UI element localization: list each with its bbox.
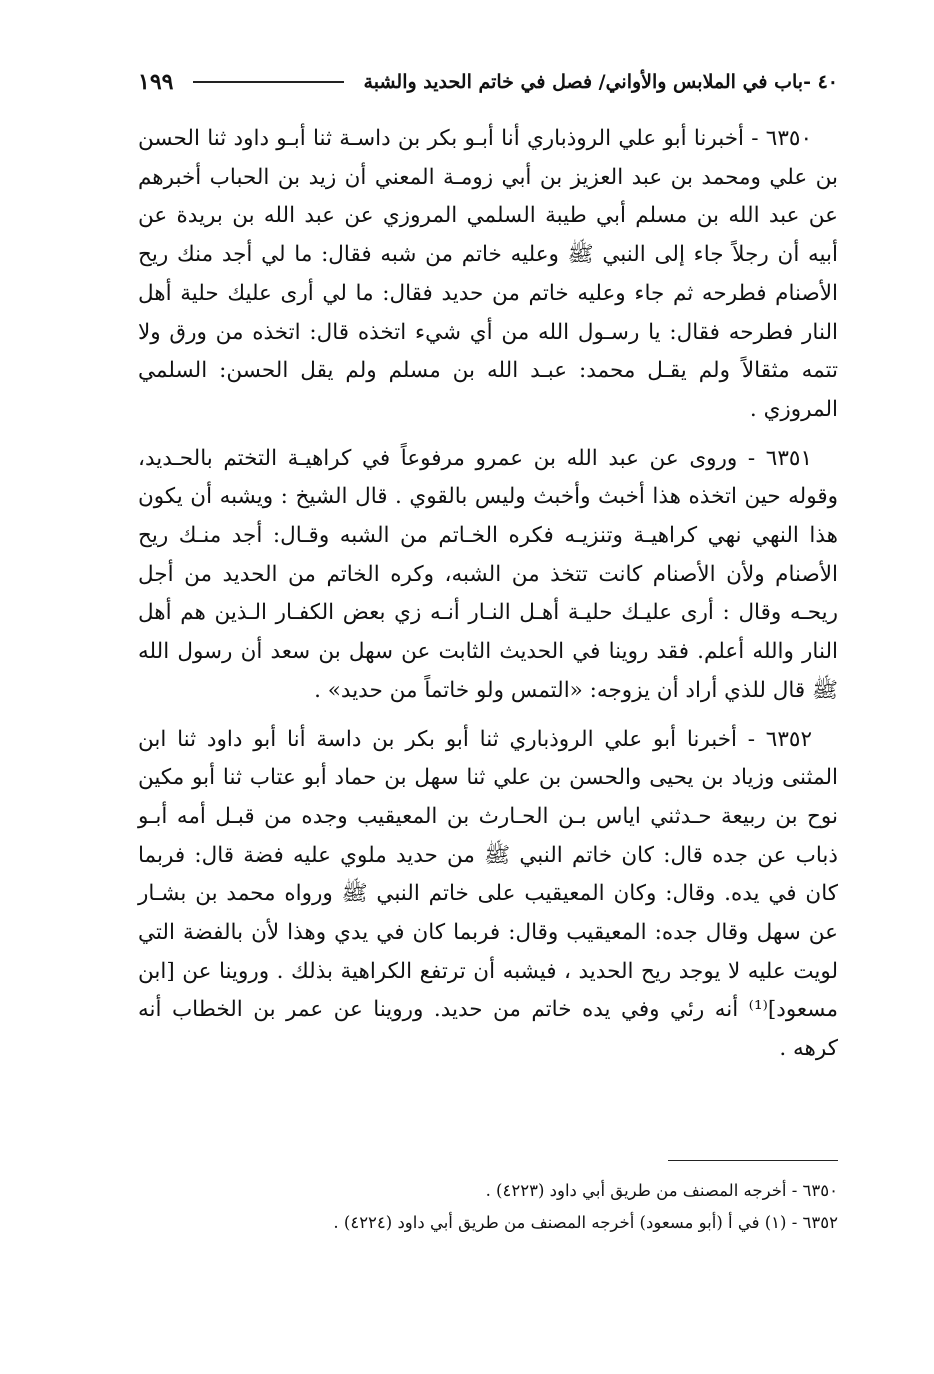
header-title: ٤٠ -باب في الملابس والأواني/ فصل في خاتم الحديد والشبة	[363, 71, 838, 93]
hadith-6351: ٦٣٥١ - وروى عن عبد الله بن عمرو مرفوعاً في كراهيـة التختم بالحـديد، وقوله حين اتخذه هذا أخبث وأخبث وليس بالقوي . قال الشيخ : ويشبه أن يكون هذا النهي نهي كراهيـة وتنزيـه فكره الخـاتم من الشبه وقـال: أجد منـك ريح الأصنام ولأن الأصنام كانت تتخذ من الشبه، وكره الخاتم من الحديد من أجل ريحـه وقال : أرى عليـك حليـة أهـل النـار أنـه زي بعض الكفـار الـذين هم أهل النار والله أعلم. فقد روينا في الحديث الثابت عن سهل بن سعد أن رسول الله ﷺ قال للذي أراد أن يزوجه: «التمس ولو خاتماً من حديد» .	[138, 445, 838, 703]
footnote-6350: ٦٣٥٠ - أخرجه المصنف من طريق أبي داود (٤٢٢٣) .	[485, 1181, 838, 1200]
hadith-6350: ٦٣٥٠ - أخبرنا أبو علي الروذباري أنا أبـو بكر بن داسـة ثنا أبـو داود ثنا الحسن بن علي ومحمد بن عبد العزيز بن أبي زومـة المعني أن زيد بن الحباب أخبرهم عن عبد الله بن مسلم أبي طيبة السلمي المروزي عن عبد الله بن بريدة عن أبيه أن رجلاً جاء إلى النبي ﷺ وعليه خاتم من شبه فقال: ما لي أجد منك ريح الأصنام فطرحه ثم جاء وعليه خاتم من حديد فقال: ما لي أرى عليك حلية أهل النار فطرحه فقال: يا رسـول الله من أي شيء اتخذه قال: اتخذه من ورق ولا تتمه مثقالاً ولم يقـل محمد: عبـد الله بن مسلم ولم يقل الحسن: السلمي المروزي .	[138, 126, 838, 422]
header-rule	[193, 81, 343, 83]
footnotes	[138, 1160, 838, 1239]
page-number: ١٩٩	[138, 69, 174, 95]
main-text	[138, 120, 838, 1079]
running-header	[138, 62, 838, 102]
footnote-rule	[668, 1160, 838, 1161]
hadith-6352: ٦٣٥٢ - أخبرنا أبو علي الروذباري ثنا أبو بكر بن داسة أنا أبو داود ثنا ابن المثنى وزياد بن يحيى والحسن بن علي ثنا سهل بن حماد أبو عتاب ثنا أبو مكين نوح بن ربيعة حـدثني اياس بـن الحـارث بن المعيقيب وجده من قبـل أمه أبـو ذباب عن جده قال: كان خاتم النبي ﷺ من حديد ملوي عليه فضة قال: فربما كان في يده. وقال: وكان المعيقيب على خاتم النبي ﷺ ورواه محمد بن بشـار عن سهل وقال جده: المعيقيب وقال: فربما كان في يدي وهذا لأن بالفضة التي لويت عليه لا يوجد ريح الحديد ، فيشبه أن ترتفع الكراهية بذلك . وروينا عن [ابن مسعود]⁽¹⁾ أنه رئي وفي يده خاتم من حديد. وروينا عن عمر بن الخطاب أنه كرهه .	[138, 726, 838, 1062]
footnote-6352: ٦٣٥٢ - (١) في أ (أبو مسعود) أخرجه المصنف من طريق أبي داود (٤٢٢٤) .	[333, 1213, 838, 1232]
